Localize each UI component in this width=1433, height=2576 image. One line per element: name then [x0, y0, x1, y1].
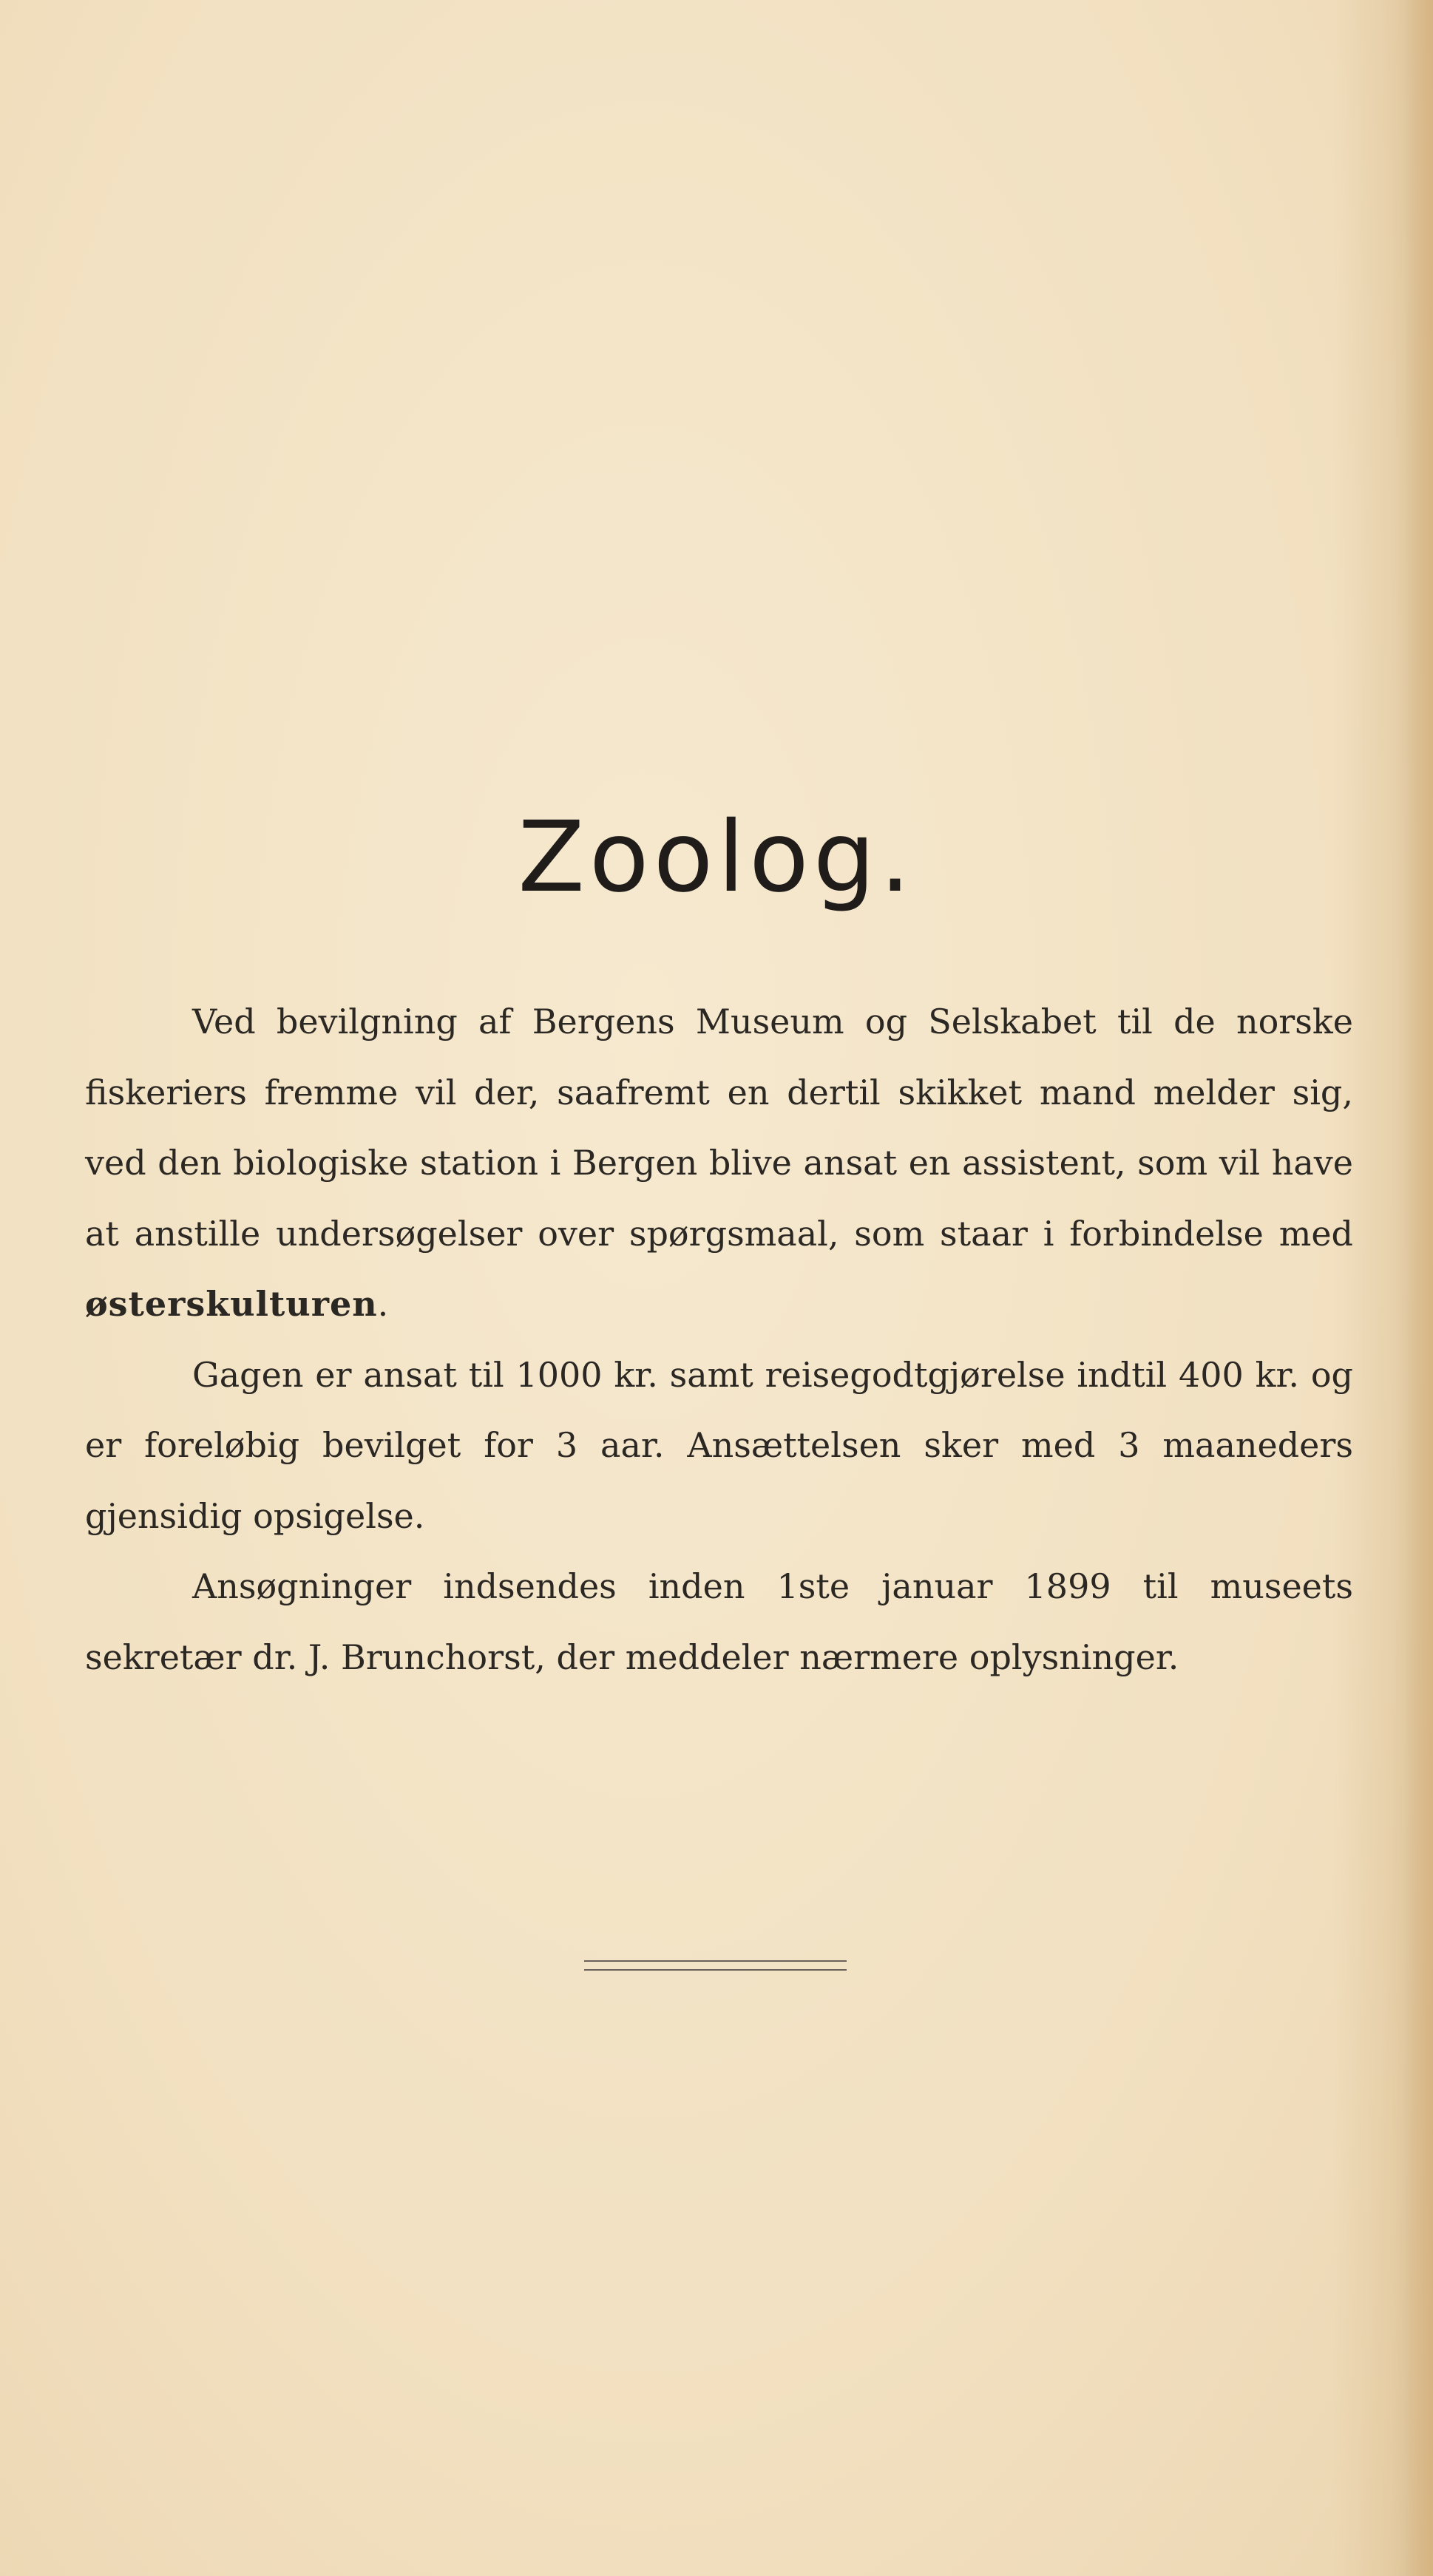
paragraph-announcement-end: . [377, 1284, 389, 1324]
paragraph-announcement [85, 987, 1353, 1340]
emphasized-term: østerskulturen [85, 1284, 378, 1324]
paragraph-applications: Ansøgninger indsendes inden 1ste januar 1899 til museets sekretær dr. J. Brunchorst, der meddeler nærmere oplysninger. [85, 1566, 1353, 1677]
paragraph-salary: Gagen er ansat til 1000 kr. samt reisegodtgjørelse indtil 400 kr. og er foreløbig bevilget for 3 aar. Ansættelsen sker med 3 maaneders gjensidig opsigelse. [85, 1354, 1353, 1536]
paragraph-announcement-text: Ved bevilgning af Bergens Museum og Selskabet til de norske fiskeriers fremme vil der, saafremt en dertil skikket mand melder sig, ved den biologiske station i Bergen blive ansat en assistent, som vil have at anstille undersøgelser over spørgsmaal, som staar i forbindelse med [85, 1002, 1353, 1254]
double-rule-top [584, 1960, 847, 1962]
paper-edge-shading [1403, 0, 1433, 2576]
page-title: Zoolog. [518, 801, 915, 914]
body-text [85, 987, 1353, 1693]
double-rule-bottom [584, 1969, 847, 1971]
